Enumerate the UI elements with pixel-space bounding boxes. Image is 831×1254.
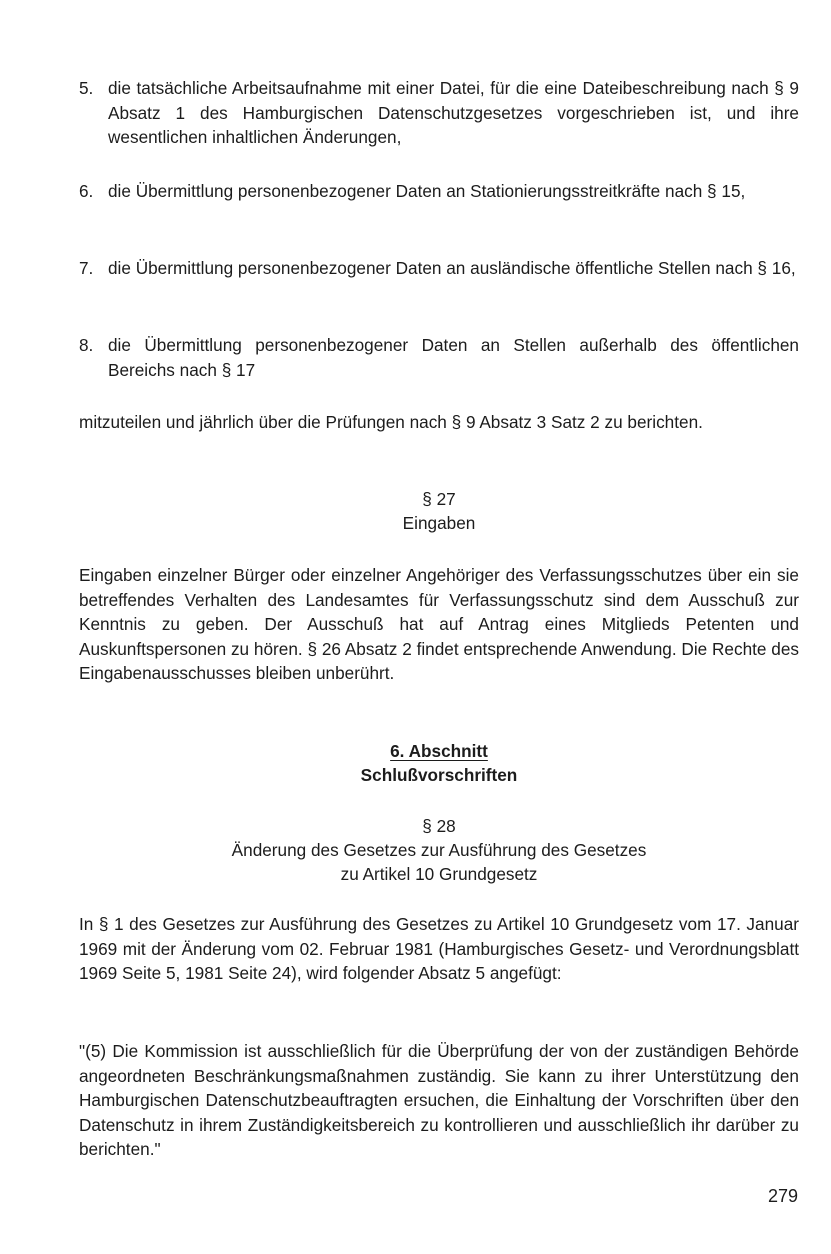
list-item-8 xyxy=(79,333,799,382)
list-item-text: die Übermittlung personenbezogener Daten an Stationierungsstreitkräfte nach § 15, xyxy=(108,181,746,201)
section-28-number: § 28 xyxy=(422,816,456,836)
list-item-number: 8. xyxy=(79,335,94,355)
closing-paragraph: mitzuteilen und jährlich über die Prüfungen nach § 9 Absatz 3 Satz 2 zu berichten. xyxy=(79,412,703,432)
section-28-title-line-2: zu Artikel 10 Grundgesetz xyxy=(340,864,538,884)
list-item-text: die Übermittlung personenbezogener Daten an ausländische öffentliche Stellen nach § 16, xyxy=(108,258,796,278)
section-28-paragraph: In § 1 des Gesetzes zur Ausführung des Gesetzes zu Artikel 10 Grundgesetz vom 17. Januar 1969 mit der Änderung vom 02. Februar 1981 (Hamburgisches Gesetz- und Verordnungsblatt 1969 Seite 5, 1981 Seite 24), wird folgender Absatz 5 angefügt: xyxy=(79,914,799,983)
list-item-number: 6. xyxy=(79,181,94,201)
list-item-5 xyxy=(79,76,799,150)
section-27-paragraph: Eingaben einzelner Bürger oder einzelner Angehöriger des Verfassungsschutzes über ein sie betreffendes Verhalten des Landesamtes für Verfassungsschutz sind dem Ausschuß zur Kenntnis zu geben. Der Ausschuß hat auf Antrag eines Mitglieds Petenten und Auskunftspersonen zu hören. § 26 Absatz 2 findet entsprechende Anwendung. Die Rechte des Eingabenausschusses bleiben unberührt. xyxy=(79,565,799,683)
page-number: 279 xyxy=(767,1186,798,1206)
chapter-number xyxy=(79,739,799,764)
section-28-quote: "(5) Die Kommission ist ausschließlich für die Überprüfung der von der zuständigen Behörde angeordneten Beschränkungsmaßnahmen zuständig. Sie kann zu ihrer Unterstützung den Hamburgischen Datenschutzbeauftragten ersuchen, die Einhaltung der Vorschriften über den Datenschutz in ihrem Zuständigkeitsbereich zu kontrollieren und ausschließlich ihr darüber zu berichten." xyxy=(79,1041,799,1159)
chapter-number-text: 6. Abschnitt xyxy=(390,741,488,761)
list-item-text: die tatsächliche Arbeitsaufnahme mit einer Datei, für die eine Dateibeschreibung nach § 9 Absatz 1 des Hamburgischen Datenschutzgesetzes vorgeschrieben ist, und ihre wesentlichen inhaltlichen Änderungen, xyxy=(108,78,799,147)
section-28-title-line-1: Änderung des Gesetzes zur Ausführung des Gesetzes xyxy=(231,840,647,860)
section-27-number: § 27 xyxy=(422,489,456,509)
list-item-number: 7. xyxy=(79,258,94,278)
list-item-text: die Übermittlung personenbezogener Daten an Stellen außerhalb des öffentlichen Bereichs nach § 17 xyxy=(108,335,799,380)
section-27-title: Eingaben xyxy=(402,513,476,533)
chapter-title: Schlußvorschriften xyxy=(360,765,518,785)
list-item-7 xyxy=(79,256,799,281)
list-item-number: 5. xyxy=(79,78,94,98)
list-item-6 xyxy=(79,179,799,204)
